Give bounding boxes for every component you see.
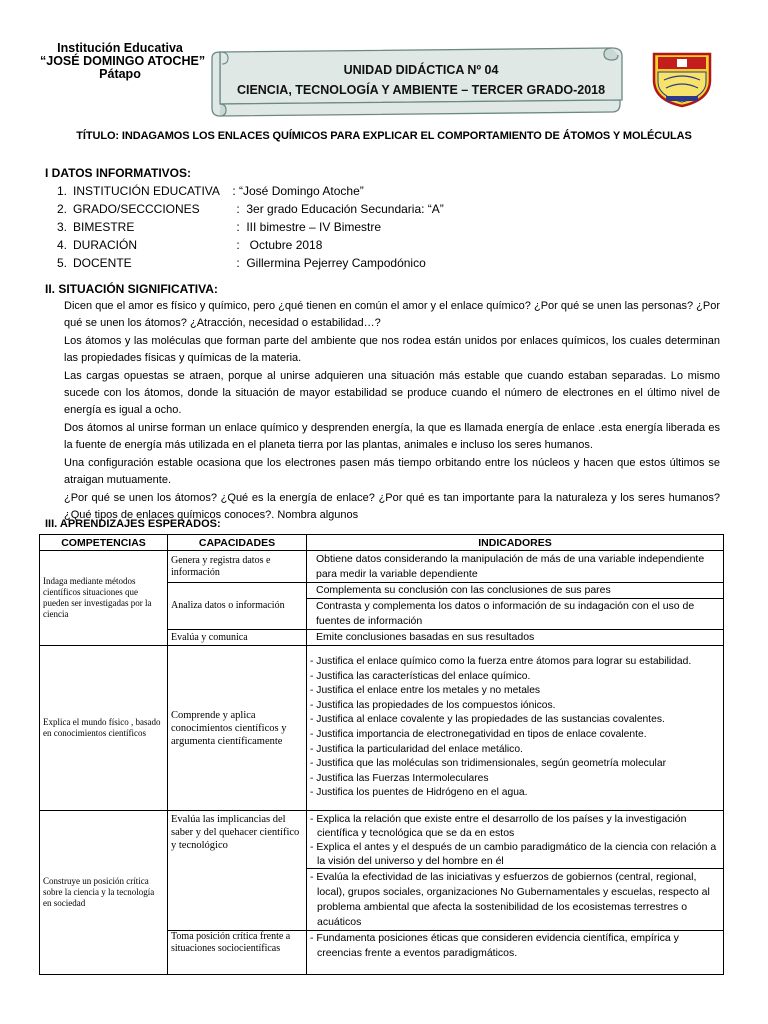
list-item: - Fundamenta posiciones éticas que consideren evidencia científica, empírica y creencias frente a eventos paradigmáticos.	[310, 931, 720, 961]
column-header-capacidades: CAPACIDADES	[168, 535, 307, 551]
datos-num: 2.	[57, 202, 68, 216]
datos-num: 5.	[57, 256, 68, 270]
school-crest-logo	[650, 50, 714, 108]
institution-line-2: “JOSÉ DOMINGO ATOCHE”	[40, 54, 206, 68]
institution-block	[40, 41, 206, 81]
list-item: - Justifica los puentes de Hidrógeno en el agua.	[310, 786, 720, 801]
datos-key: DOCENTE	[73, 256, 132, 270]
datos-key: GRADO/SECCCIONES	[73, 202, 200, 216]
competencia-cell: Explica el mundo físico , basado en conocimientos científicos	[40, 646, 168, 811]
list-item: - Explica el antes y el después de un cambio paradigmático de la ciencia con relación a la visión del universo y del hombre en él	[310, 840, 720, 868]
column-header-indicadores: INDICADORES	[307, 535, 724, 551]
situacion-paragraph: Una configuración estable ocasiona que los electrones pasen más tiempo orbitando entre los núcleos y hacen que estos últimos se atraigan mutuamente.	[64, 457, 720, 486]
datos-value: “José Domingo Atoche”	[239, 184, 364, 198]
table-header-row	[40, 535, 724, 551]
datos-sep: :	[229, 184, 240, 198]
capacidad-cell: Comprende y aplica conocimientos científicos y argumenta científicamente	[168, 646, 307, 811]
datos-key: BIMESTRE	[73, 220, 135, 234]
datos-sep: :	[233, 202, 247, 216]
list-item: - Justifica las características del enlace químico.	[310, 670, 720, 685]
indicador-cell: Emite conclusiones basadas en sus resultados	[307, 630, 724, 646]
datos-value: III bimestre – IV Bimestre	[246, 220, 382, 234]
list-item: - Justifica las propiedades de los compuestos iónicos.	[310, 699, 720, 714]
datos-num: 4.	[57, 238, 68, 252]
unit-title	[226, 60, 616, 100]
datos-list	[57, 182, 444, 272]
list-item: - Justifica al enlace covalente y las propiedades de las sustancias covalentes.	[310, 713, 720, 728]
unit-number: UNIDAD DIDÁCTICA Nº 04	[343, 63, 499, 77]
indicador-cell: Complementa su conclusión con las conclusiones de sus pares	[307, 583, 724, 599]
indicador-list	[310, 931, 720, 961]
indicador-cell	[307, 646, 724, 811]
capacidad-cell: Genera y registra datos e información	[168, 551, 307, 583]
datos-key: DURACIÓN	[73, 238, 138, 252]
indicador-list	[310, 870, 720, 930]
list-item: - Justifica las Fuerzas Intermoleculares	[310, 772, 720, 787]
datos-item	[57, 200, 444, 218]
datos-sep: :	[233, 256, 247, 270]
situacion-paragraph: Dos átomos al unirse forman un enlace químico y desprenden energía, la que es llamada energía de enlace .esta energía liberada es la fuente de energía más utilizada en el planeta tierra por las plantas, animales e incluso los seres humanos.	[64, 422, 720, 451]
datos-sep: :	[233, 220, 247, 234]
section-heading-datos: I DATOS INFORMATIVOS:	[45, 166, 191, 180]
capacidad-cell: Toma posición crítica frente a situaciones sociocientíficas	[168, 931, 307, 975]
aprendizajes-table	[39, 534, 724, 975]
indicador-list	[310, 655, 720, 801]
institution-line-3: Pátapo	[99, 67, 141, 81]
datos-value: Octubre 2018	[249, 238, 323, 252]
datos-key: INSTITUCIÓN EDUCATIVA	[73, 184, 220, 198]
situacion-paragraph: ¿Por qué se unen los átomos? ¿Qué es la energía de enlace? ¿Por qué es tan importante para la naturaleza y los seres humanos? ¿Qué tipos de enlaces químicos conoces?. Nombra algunos	[64, 492, 720, 521]
capacidad-cell: Analiza datos o información	[168, 583, 307, 630]
table-row	[40, 811, 724, 869]
list-item: - Justifica el enlace químico como la fuerza entre átomos para lograr su estabilidad.	[310, 655, 720, 670]
indicador-list	[310, 812, 720, 868]
datos-value: Gillermina Pejerrey Campodónico	[246, 256, 426, 270]
indicador-cell: Contrasta y complementa los datos o información de su indagación con el uso de fuentes de información	[307, 599, 724, 630]
datos-item	[57, 182, 444, 200]
table-row	[40, 646, 724, 811]
situacion-text	[64, 298, 720, 525]
column-header-competencias: COMPETENCIAS	[40, 535, 168, 551]
section-heading-situacion: II. SITUACIÓN SIGNIFICATIVA:	[45, 282, 218, 296]
institution-line-1: Institución Educativa	[57, 41, 183, 55]
indicador-cell	[307, 811, 724, 869]
indicador-cell: Obtiene datos considerando la manipulación de más de una variable independiente para medir la variable dependiente	[307, 551, 724, 583]
datos-value: 3er grado Educación Secundaria: “A”	[246, 202, 444, 216]
indicador-cell	[307, 931, 724, 975]
unit-subject: CIENCIA, TECNOLOGÍA Y AMBIENTE – TERCER GRADO-2018	[236, 83, 606, 97]
document-title: TÍTULO: INDAGAMOS LOS ENLACES QUÍMICOS PARA EXPLICAR EL COMPORTAMIENTO DE ÁTOMOS Y MOLÉCULAS	[76, 130, 692, 142]
competencia-cell: Indaga mediante métodos científicos situaciones que pueden ser investigadas por la ciencia	[40, 551, 168, 646]
datos-num: 1.	[57, 184, 68, 198]
table-row	[40, 551, 724, 583]
list-item: - Justifica que las moléculas son tridimensionales, según geometría molecular	[310, 757, 720, 772]
list-item: - Evalúa la efectividad de las iniciativas y esfuerzos de gobiernos (central, regional, local), grupos sociales, organizaciones No Gubernamentales y escuelas, respecto al problema ambiental que afecta la sostenibilidad de los ecosistemas terrestres o acuáticos	[310, 870, 720, 930]
datos-item	[57, 254, 444, 272]
list-item: - Justifica la particularidad del enlace metálico.	[310, 743, 720, 758]
situacion-paragraph: Los átomos y las moléculas que forman parte del ambiente que nos rodea están unidos por enlaces químicos, los cuales determinan las propiedades físicas y químicas de la materia.	[64, 335, 720, 364]
indicador-cell	[307, 869, 724, 931]
list-item: - Justifica el enlace entre los metales y no metales	[310, 684, 720, 699]
list-item: - Explica la relación que existe entre el desarrollo de los países y la investigación científica y tecnológica que se da en estos	[310, 812, 720, 840]
capacidad-cell: Evalúa y comunica	[168, 630, 307, 646]
capacidad-cell: Evalúa las implicancias del saber y del quehacer científico y tecnológico	[168, 811, 307, 931]
section-heading-aprendizajes: III. APRENDIZAJES ESPERADOS:	[45, 518, 221, 530]
situacion-paragraph: Dicen que el amor es físico y químico, pero ¿qué tienen en común el amor y el enlace químico? ¿Por qué se unen las personas? ¿Por qué se unen los átomos? ¿Atracción, necesidad o estabilidad…?	[64, 300, 720, 329]
list-item: - Justifica importancia de electronegatividad en tipos de enlace covalente.	[310, 728, 720, 743]
datos-item	[57, 236, 444, 254]
datos-num: 3.	[57, 220, 68, 234]
datos-sep: :	[233, 238, 250, 252]
competencia-cell: Construye un posición crítica sobre la ciencia y la tecnología en sociedad	[40, 811, 168, 975]
datos-item	[57, 218, 444, 236]
situacion-paragraph: Las cargas opuestas se atraen, porque al unirse adquieren una situación más estable que cuando estaban separadas. Lo mismo sucede con los átomos, donde la situación de mayor estabilidad se produce cuando el número de electrones en el último nivel de energía es igual a ocho.	[64, 370, 720, 416]
